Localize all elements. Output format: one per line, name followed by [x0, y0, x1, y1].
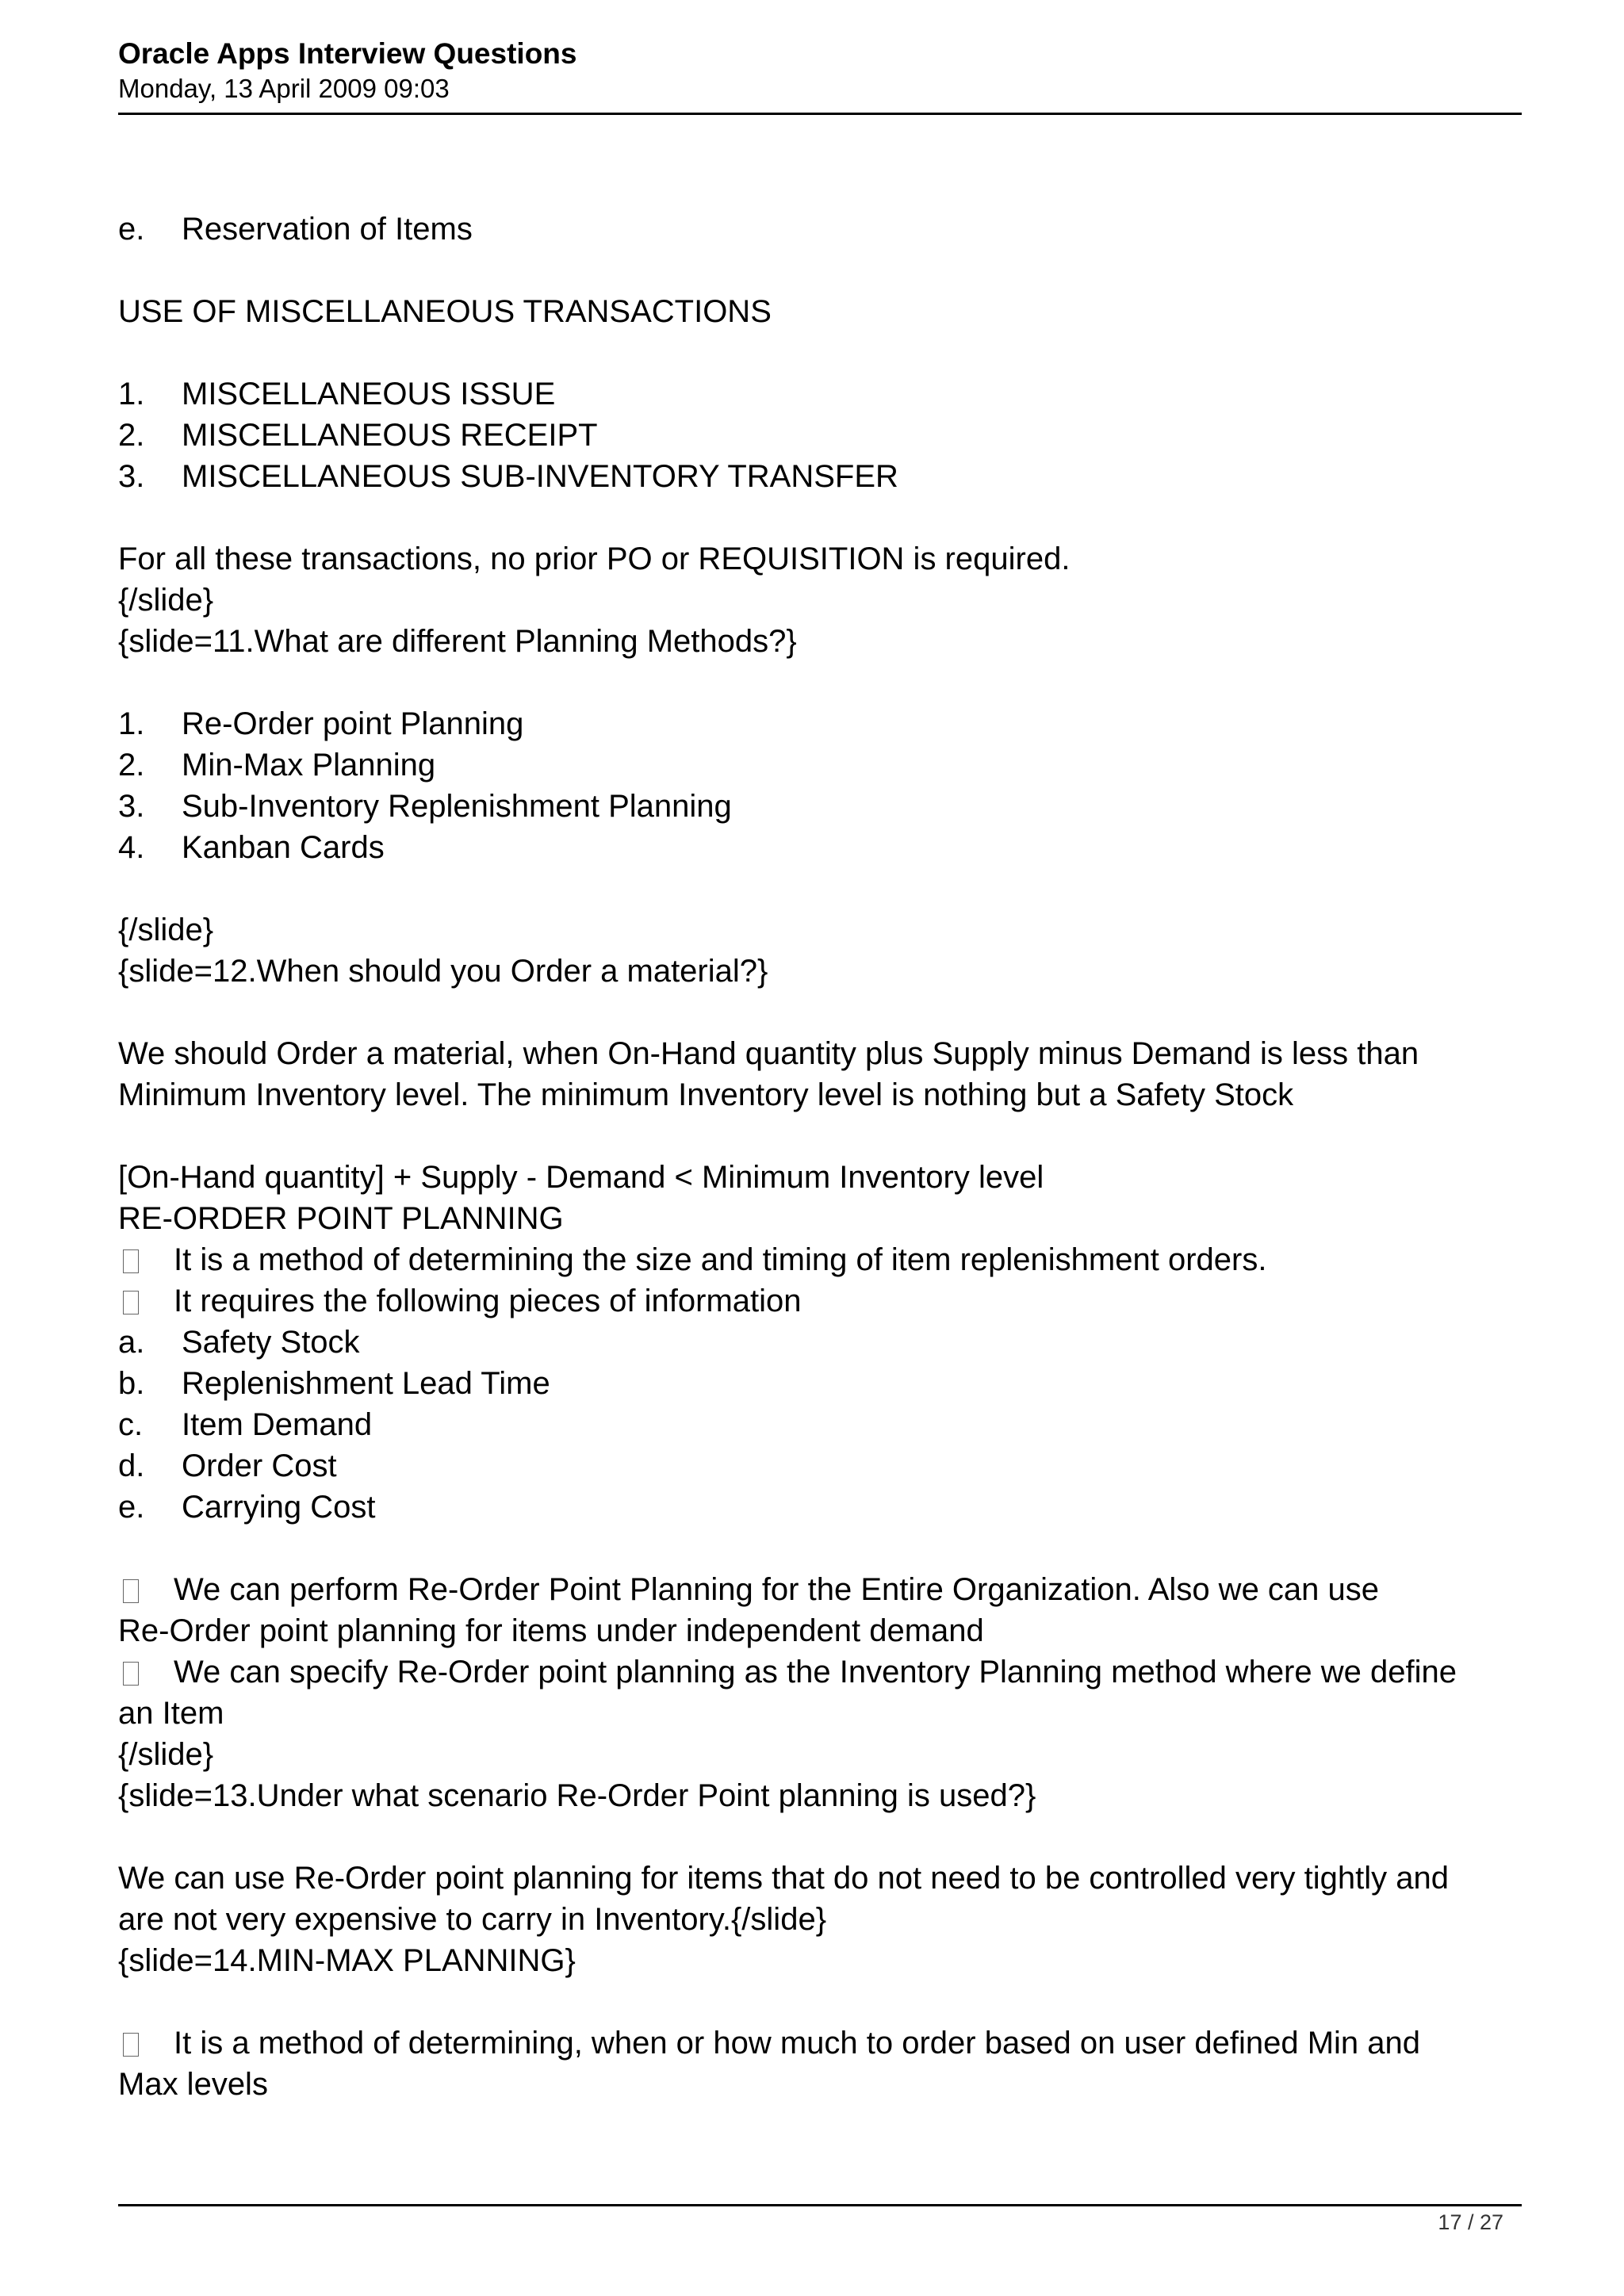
bullet-item-text: It requires the following pieces of information [174, 1284, 802, 1318]
document-body [118, 209, 1522, 2105]
blank-line [118, 1115, 1522, 1157]
list-marker: 3. [118, 789, 145, 824]
slide-question: {slide=13.Under what scenario Re-Order Point planning is used?} [118, 1778, 1036, 1813]
bullet-item [118, 1239, 1522, 1280]
blank-line [118, 992, 1522, 1033]
list-item [118, 456, 1522, 497]
list-item-text: MISCELLANEOUS RECEIPT [182, 418, 598, 453]
page-number: 17 / 27 [1438, 2210, 1503, 2234]
list-marker: 2. [118, 418, 145, 453]
document-title: Oracle Apps Interview Questions [118, 37, 577, 70]
bullet-glyph-icon [123, 1579, 139, 1603]
paragraph-line: an Item [118, 1696, 224, 1731]
list-item-text: MISCELLANEOUS ISSUE [182, 377, 556, 411]
blank-line [118, 1816, 1522, 1858]
list-item-text: Carrying Cost [182, 1490, 376, 1525]
blank-line [118, 1528, 1522, 1569]
list-marker: c. [118, 1407, 144, 1442]
blank-line [118, 250, 1522, 291]
paragraph-line: Minimum Inventory level. The minimum Inventory level is nothing but a Safety Stock [118, 1077, 1294, 1112]
list-item-text: Item Demand [182, 1407, 373, 1442]
list-item [118, 703, 1522, 744]
list-item-text: Kanban Cards [182, 830, 385, 865]
paragraph-line: We should Order a material, when On-Hand quantity plus Supply minus Demand is less than [118, 1036, 1419, 1071]
list-marker: 1. [118, 706, 145, 741]
paragraph-line: We can use Re-Order point planning for items that do not need to be controlled very tightly and [118, 1861, 1450, 1896]
blank-line [118, 1981, 1522, 2022]
list-marker: b. [118, 1366, 145, 1401]
list-item [118, 744, 1522, 786]
slide-end-tag: {/slide} [118, 1737, 214, 1772]
list-marker: e. [118, 1490, 145, 1525]
bullet-item [118, 1651, 1522, 1693]
list-item [118, 415, 1522, 456]
bullet-glyph-icon [123, 1249, 139, 1273]
bullet-item [118, 1569, 1522, 1610]
list-item [118, 1363, 1522, 1404]
slide-question: {slide=11.What are different Planning Methods?} [118, 624, 797, 659]
bullet-item-text: It is a method of determining, when or how much to order based on user defined Min and [174, 2026, 1421, 2061]
list-marker: 2. [118, 748, 145, 783]
list-item [118, 1487, 1522, 1528]
formula-line: [On-Hand quantity] + Supply - Demand < Minimum Inventory level [118, 1160, 1044, 1195]
list-item-text: Safety Stock [182, 1325, 360, 1360]
bullet-glyph-icon [123, 1291, 139, 1314]
list-item-text: MISCELLANEOUS SUB-INVENTORY TRANSFER [182, 459, 898, 494]
list-item [118, 827, 1522, 868]
bullet-item-text: It is a method of determining the size and timing of item replenishment orders. [174, 1242, 1267, 1277]
blank-line [118, 497, 1522, 538]
blank-line [118, 332, 1522, 373]
list-item-text: Re-Order point Planning [182, 706, 524, 741]
document-date: Monday, 13 April 2009 09:03 [118, 74, 450, 103]
list-item-text: Sub-Inventory Replenishment Planning [182, 789, 732, 824]
slide-question: {slide=12.When should you Order a material?} [118, 954, 768, 989]
list-marker: 4. [118, 830, 145, 865]
blank-line [118, 662, 1522, 703]
bullet-glyph-icon [123, 1662, 139, 1686]
list-item [118, 373, 1522, 415]
paragraph-line: are not very expensive to carry in Inventory.{/slide} [118, 1902, 827, 1937]
section-heading: RE-ORDER POINT PLANNING [118, 1201, 564, 1236]
slide-question: {slide=14.MIN-MAX PLANNING} [118, 1943, 576, 1978]
list-item [118, 1445, 1522, 1487]
slide-end-tag: {/slide} [118, 583, 214, 618]
list-item-text: Replenishment Lead Time [182, 1366, 550, 1401]
paragraph-line: For all these transactions, no prior PO or REQUISITION is required. [118, 541, 1071, 576]
list-item-text: Reservation of Items [182, 212, 473, 247]
header-divider [118, 113, 1522, 115]
bullet-glyph-icon [123, 2033, 139, 2057]
paragraph-line: Re-Order point planning for items under independent demand [118, 1613, 984, 1648]
section-heading: USE OF MISCELLANEOUS TRANSACTIONS [118, 294, 772, 329]
slide-end-tag: {/slide} [118, 913, 214, 947]
bullet-item [118, 1280, 1522, 1322]
list-marker: e. [118, 212, 145, 247]
footer-divider [118, 2204, 1522, 2206]
list-item-text: Min-Max Planning [182, 748, 436, 783]
list-item [118, 1404, 1522, 1445]
list-item-text: Order Cost [182, 1448, 337, 1483]
list-marker: d. [118, 1448, 145, 1483]
paragraph-line: Max levels [118, 2067, 268, 2102]
bullet-item-text: We can perform Re-Order Point Planning for the Entire Organization. Also we can use [174, 1572, 1380, 1607]
list-marker: 1. [118, 377, 145, 411]
bullet-item-text: We can specify Re-Order point planning as the Inventory Planning method where we define [174, 1655, 1457, 1689]
list-item [118, 1322, 1522, 1363]
list-item [118, 209, 1522, 250]
bullet-item [118, 2022, 1522, 2064]
list-marker: 3. [118, 459, 145, 494]
list-item [118, 786, 1522, 827]
list-marker: a. [118, 1325, 145, 1360]
blank-line [118, 868, 1522, 909]
